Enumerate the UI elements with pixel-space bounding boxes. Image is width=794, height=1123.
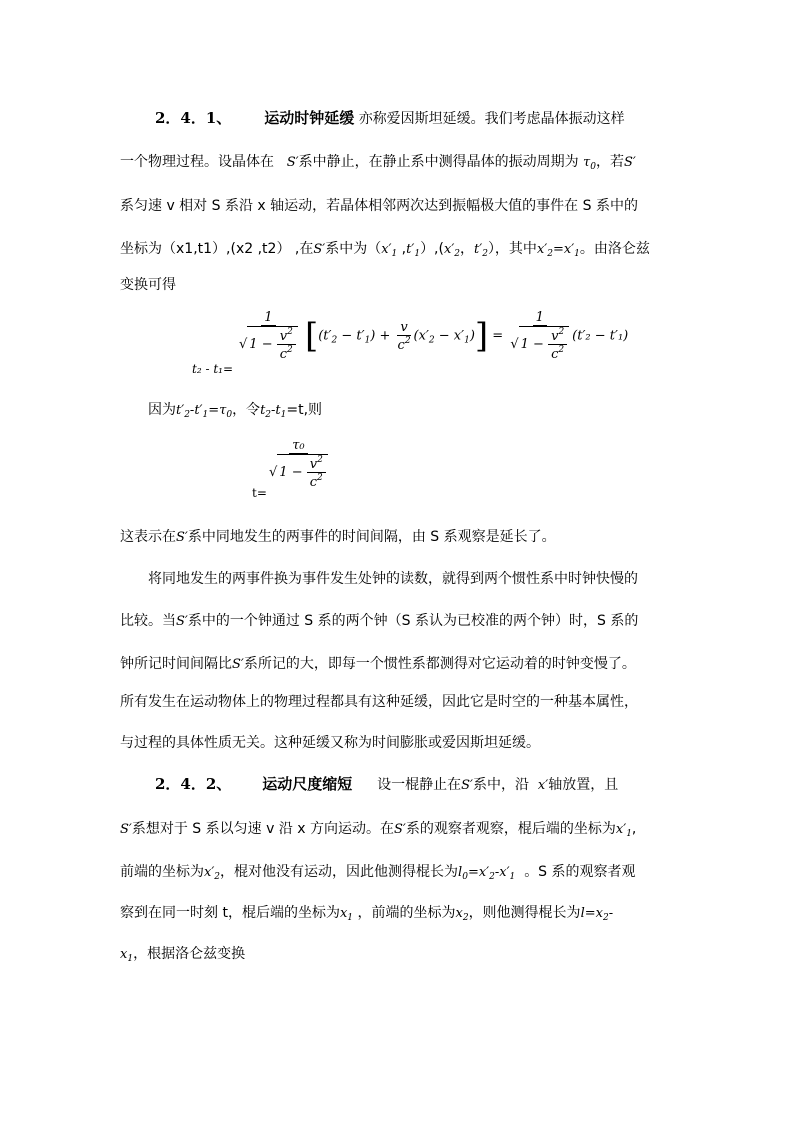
symbol-s-prime: S′ [394,822,406,837]
symbol-t1-prime: $t'_1$ [406,242,421,259]
section-number: 2．4．2、 [155,775,232,793]
symbol-s-prime: S′ [461,778,473,793]
section-heading-2: 2．4．2、 运动尺度缩短 设一棍静止在S′系中，沿 x′轴放置，且 [155,775,619,793]
paragraph-line: S′系想对于 S 系以匀速 v 沿 x 方向运动。在S′系的观察者观察，棍后端的坐标为$x'_1$, [120,821,637,839]
symbol-x-prime: x′ [537,778,549,793]
symbol-s-prime: S′ [176,530,188,545]
symbol-s-prime: S′ [176,614,188,629]
paragraph-line: 这表示在S′系中同地发生的两事件的时间间隔，由 S 系观察是延长了。 [120,529,556,545]
paragraph-line: 所有发生在运动物体上的物理过程都具有这种延缓，因此它是时空的一种基本属性， [120,694,638,710]
symbol-s-prime: S′ [120,822,132,837]
symbol-x2: $x_2$ [455,906,469,923]
symbol-x2-prime: $x'_2$ [204,865,221,882]
symbol-x1-prime: $x'_1$ [615,822,632,839]
symbol-s-prime: S′ [313,242,326,257]
paragraph-line: 坐标为（x1,t1）,(x2 ,t2） ,在S′系中为（$x'_1$ $,t'_1),(x'_2$，$t'_2$），其中$x'_2=x'_1$。由洛仑兹 [120,241,650,259]
paragraph-line: 一个物理过程。设晶体在 S′系中静止，在静止系中测得晶体的振动周期为 $\tau_0$，若S′ [120,154,636,172]
symbol-s-prime: S′ [623,155,636,170]
equation-length: $l=x_2-$ [580,906,614,923]
paragraph-line: 前端的坐标为$x'_2$，棍对他没有运动，因此他测得棍长为$l_0=x'_2-x'_1$ 。S 系的观察者观 [120,864,636,882]
paragraph-line: 察到在同一时刻 t，棍后端的坐标为$x_1$ ，前端的坐标为$x_2$，则他测得棍长为$l=x_2-$ [120,905,614,923]
section-title: 运动尺度缩短 [262,775,353,793]
paragraph-line: 将同地发生的两事件换为事件发生处钟的读数，就得到两个惯性系中时钟快慢的 [148,571,638,587]
equation-1: 1 √ 1 − $\frac{v^2}{c^2}$ [$(t'_2 - t'_1)$ + $\frac{v}{c^2}$ $(x'_2 - x'_1)$] = 1 √ 1 − $\frac{v^2}{c^2}$ (t′₂ − t′₁) [236,310,628,362]
section-number: 2．4．1、 [155,109,232,127]
paragraph-line: 与过程的具体性质无关。这种延缓又称为时间膨胀或爱因斯坦延缓。 [120,735,540,751]
gamma-fraction: 1 √ 1 − $\frac{v^2}{c^2}$ [507,310,572,362]
paragraph-line: 比较。当S′系中的一个钟通过 S 系的两个钟（S 系认为已校准的两个钟）时，S 系的 [120,613,639,629]
paragraph-line: 系匀速 v 相对 S 系沿 x 轴运动，若晶体相邻两次达到振幅极大值的事件在 S 系中的 [120,198,638,214]
paragraph-line: 钟所记时间间隔比S′系所记的大，即每一个惯性系都测得对它运动着的时钟变慢了。 [120,656,636,672]
equation-2: τ₀ √ 1 − $\frac{v^2}{c^2}$ [266,438,331,490]
equation-x2-equals-x1: $x'_2=x'_1$ [536,242,580,259]
section-intro: 亦称爱因斯坦延缓。我们考虑晶体振动这样 [358,111,625,127]
equation-rhs-factor: (t′₂ − t′₁) [572,328,629,344]
symbol-tau0: $\tau_0$ [583,155,596,172]
section-heading-1 [155,108,625,129]
equation-2-lhs: t= [252,486,267,500]
paragraph-line: 变换可得 [120,277,176,293]
section-title: 运动时钟延缓 [264,109,355,127]
symbol-t2-prime: $t'_2$ [474,242,488,259]
symbol-x1: $x_1$ [339,906,354,923]
symbol-s-prime: S′ [232,657,244,672]
symbol-x1: $x_1$ [120,947,134,964]
equation-rest-length: $l_0=x'_2-x'_1$ [458,865,516,882]
symbol-x1-prime: $x'_1$ [381,242,398,259]
symbol-x2-prime: $x'_2$ [443,242,461,259]
symbol-s-prime: S′ [278,155,299,170]
gamma-fraction: 1 √ 1 − $\frac{v^2}{c^2}$ [236,310,301,362]
equation-1-lhs: t₂ - t₁= [192,362,234,376]
paragraph-line: $x_1$，根据洛仑兹变换 [120,946,246,964]
paragraph-line: 因为$t'_2-t'_1=\tau_0$，令$t_2-t_1=t$,则 [148,402,323,420]
